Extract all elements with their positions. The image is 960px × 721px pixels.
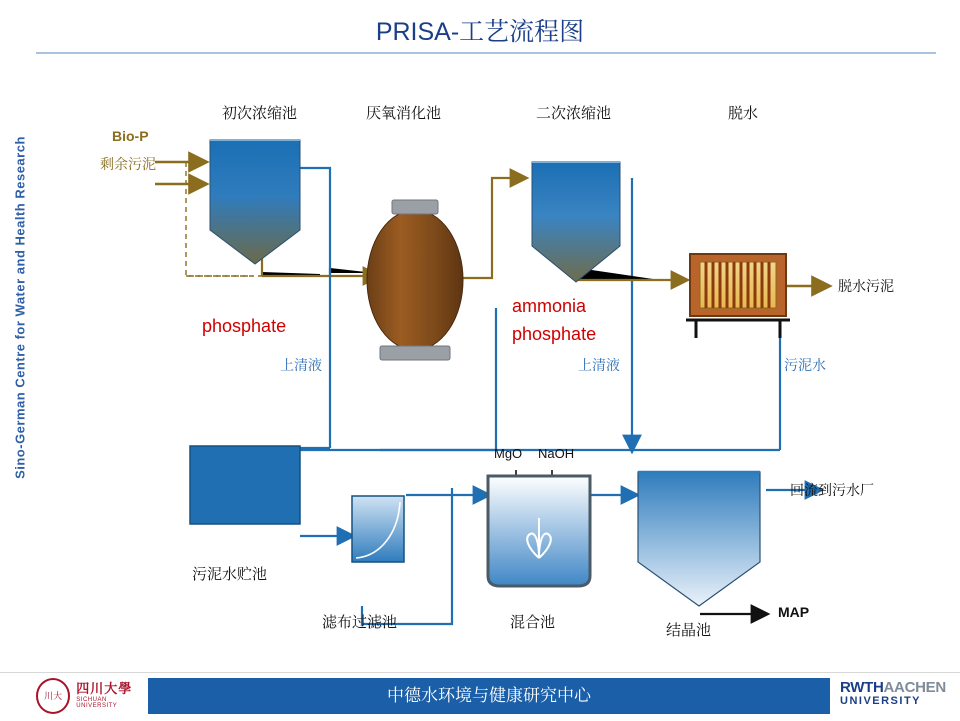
- label-secondary-thickener: 二次浓缩池: [536, 105, 612, 122]
- annotation-phosphate: phosphate: [202, 316, 287, 336]
- university-seal-icon: 川大: [36, 678, 70, 714]
- label-dewatered-sludge: 脱水污泥: [838, 278, 894, 294]
- label-sludge-water-tank: 污泥水贮池: [192, 566, 268, 583]
- footer-center-text: 中德水环境与健康研究中心: [387, 686, 591, 705]
- label-excess-sludge: 剩余污泥: [100, 156, 156, 172]
- label-cloth-filter: 滤布过滤池: [322, 614, 398, 631]
- university-name-en: SICHUAN UNIVERSITY: [76, 696, 118, 710]
- label-return-to-plant: 回流到污水厂: [790, 482, 874, 498]
- label-mixing-tank: 混合池: [510, 614, 556, 631]
- label-supernatant-2: 上清液: [578, 357, 620, 373]
- header-divider: [36, 52, 936, 54]
- label-anaerobic-digester: 厌氧消化池: [366, 105, 442, 122]
- rwth-aachen-logo: [840, 680, 950, 714]
- label-primary-thickener: 初次浓缩池: [222, 105, 298, 122]
- rwth-text: RWTH: [840, 679, 884, 696]
- annotation-ammonia: ammonia: [512, 296, 587, 316]
- footer-center-band: [148, 678, 830, 714]
- label-bio-p: Bio-P: [112, 128, 149, 144]
- label-crystallizer: 结晶池: [666, 622, 712, 639]
- page-title: PRISA-工艺流程图: [375, 18, 585, 46]
- label-dewatering: 脱水: [728, 105, 759, 122]
- aachen-text: AACHEN: [883, 679, 946, 696]
- process-flow-diagram: [0, 58, 960, 672]
- annotation-ammonia-phosphate: phosphate: [512, 324, 597, 344]
- label-sludge-water: 污泥水: [784, 357, 826, 373]
- sichuan-university-logo: [36, 676, 146, 716]
- university-name-cn: 四川大學: [76, 681, 133, 697]
- sidebar-vertical-text: Sino-German Centre for Water and Health Research: [12, 136, 28, 479]
- label-supernatant-1: 上清液: [280, 357, 322, 373]
- label-mgo: MgO: [494, 446, 523, 461]
- label-naoh: NaOH: [538, 446, 575, 461]
- label-map: MAP: [778, 604, 810, 620]
- university-text: UNIVERSITY: [840, 694, 922, 707]
